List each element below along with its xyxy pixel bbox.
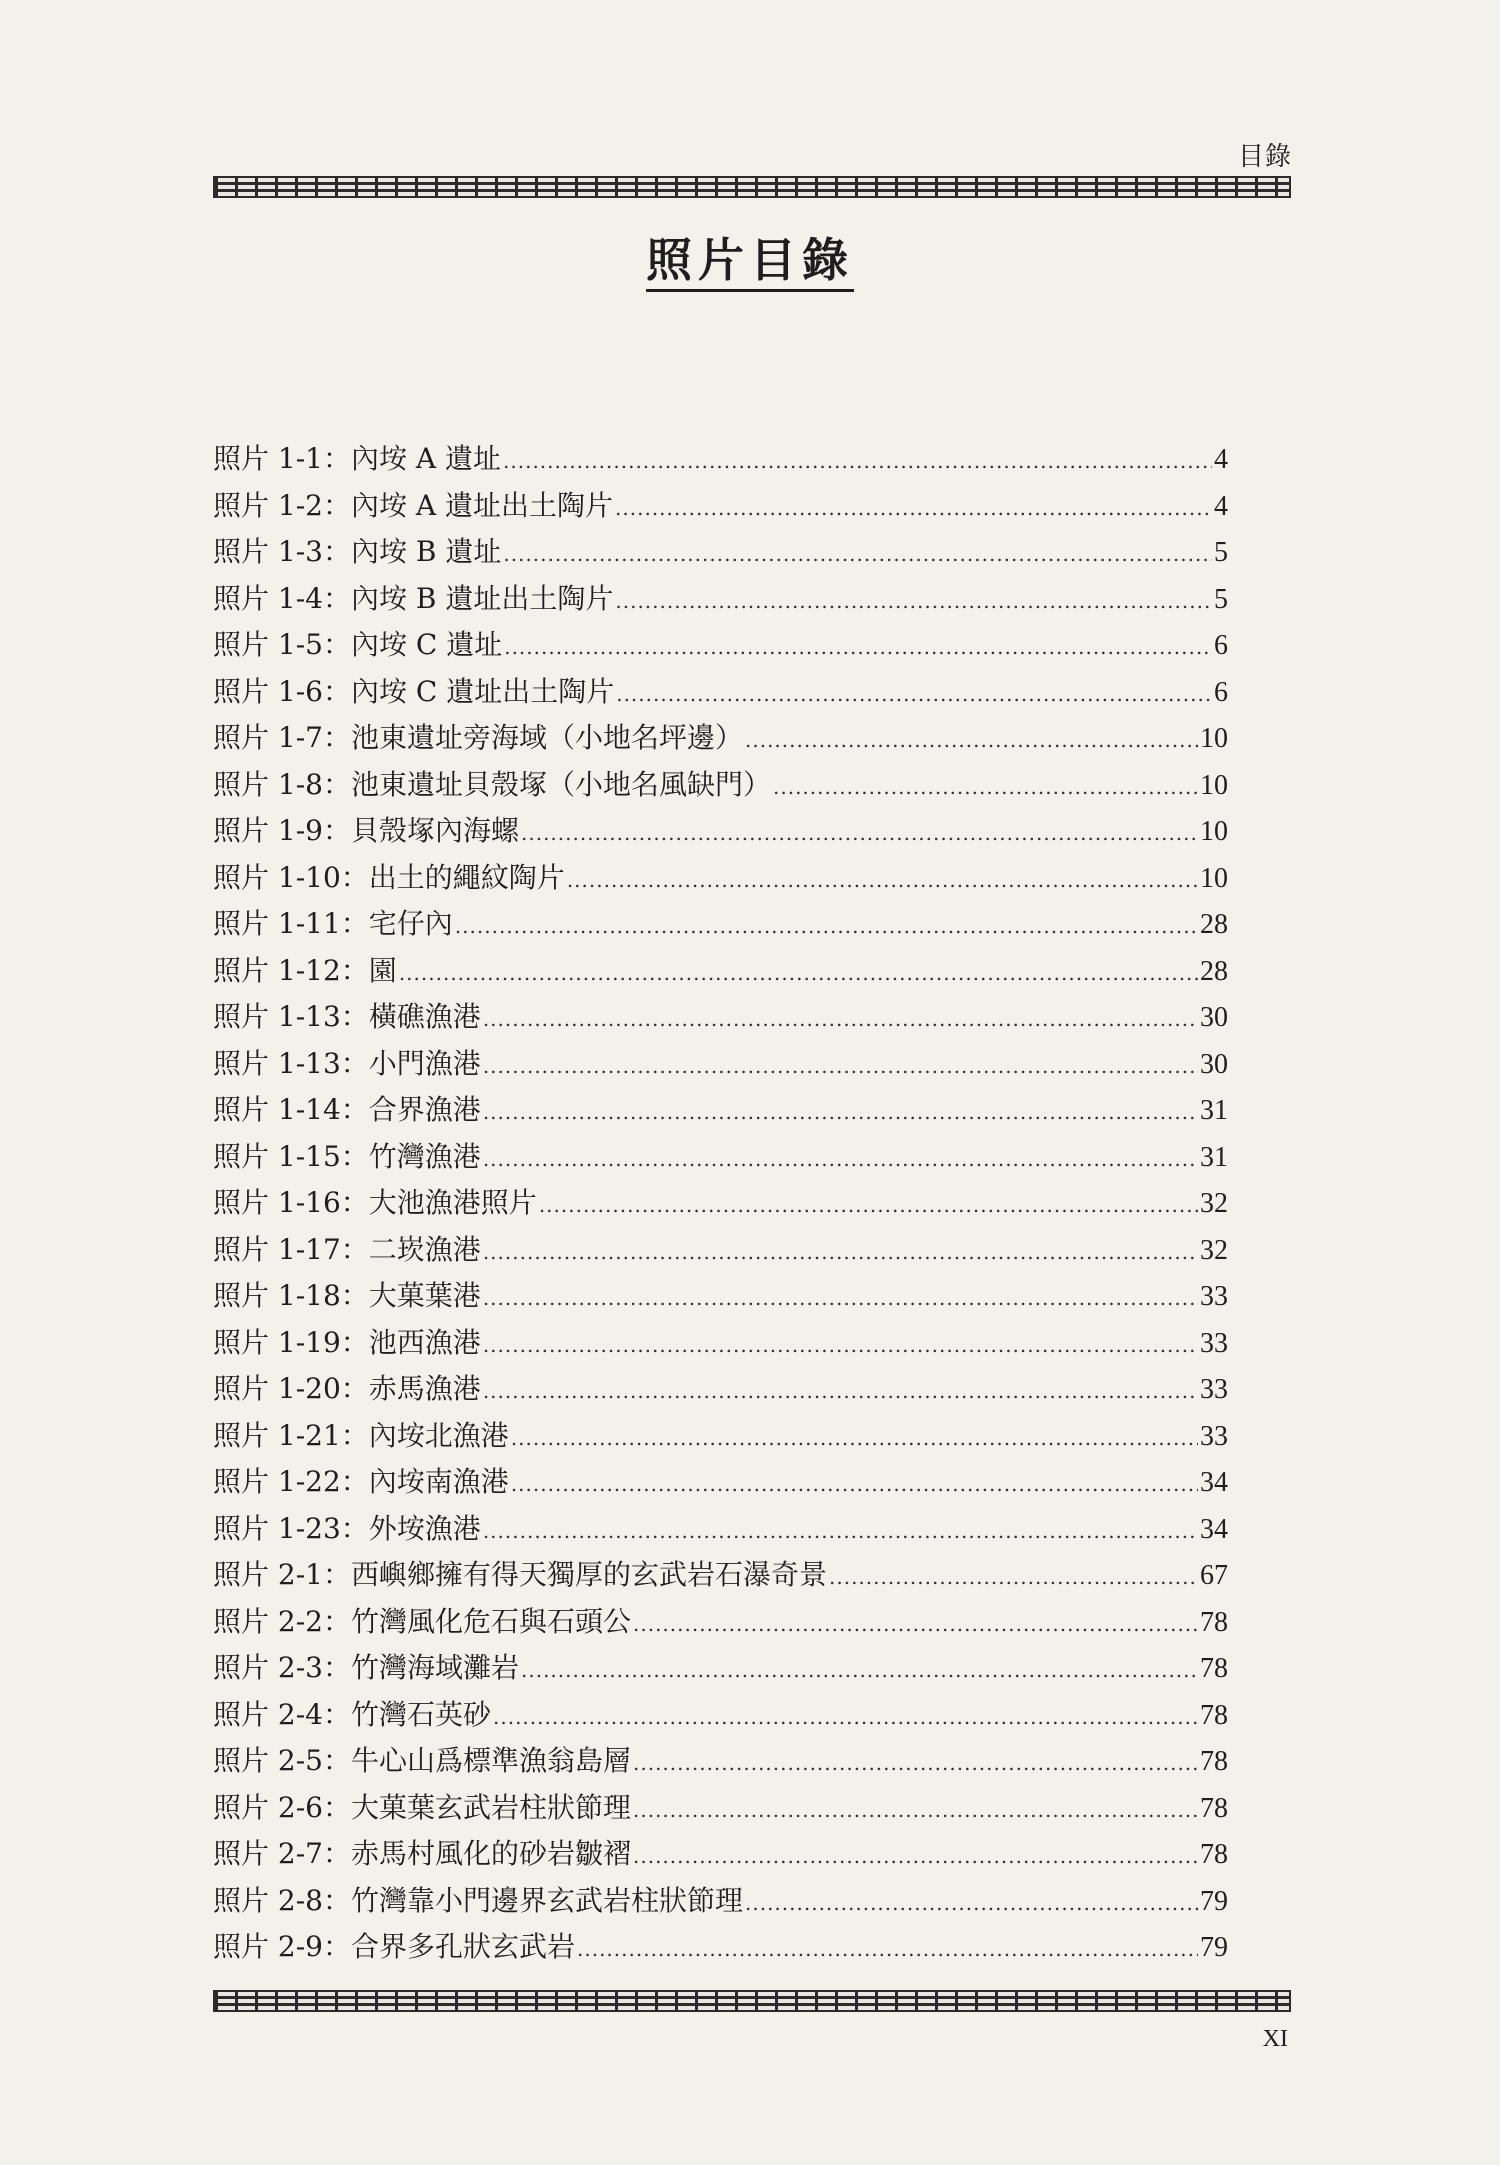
toc-entry[interactable] [213, 484, 1228, 531]
dot-leader [633, 1751, 1198, 1775]
toc-entry-page-number: 10 [1200, 816, 1228, 847]
toc-entry-page-number: 31 [1200, 1095, 1228, 1126]
toc-entry-label: 照片 1-22：內垵南漁港 [213, 1465, 509, 1498]
toc-entry[interactable] [213, 1507, 1228, 1554]
toc-entry[interactable] [213, 1786, 1228, 1833]
toc-entry-page-number: 79 [1200, 1885, 1228, 1917]
dot-leader [521, 1658, 1198, 1682]
toc-entry-page-number: 6 [1214, 676, 1228, 708]
toc-entry-label: 照片 1-23：外垵漁港 [213, 1511, 481, 1545]
toc-entry-label: 照片 2-7：赤馬村風化的砂岩皺褶 [213, 1837, 631, 1870]
dot-leader [567, 868, 1198, 892]
toc-entry[interactable] [213, 1274, 1228, 1321]
dot-leader [616, 682, 1212, 706]
toc-entry-label: 照片 1-14：合界漁港 [213, 1093, 481, 1126]
toc-entry-page-number: 33 [1200, 1281, 1228, 1312]
toc-entry[interactable] [213, 1739, 1228, 1786]
page-number: XI [1262, 2026, 1288, 2052]
dot-leader [829, 1565, 1198, 1589]
toc-entry[interactable] [213, 716, 1228, 763]
toc-entry[interactable] [213, 1367, 1228, 1414]
toc-entry-page-number: 33 [1200, 1374, 1228, 1405]
toc-entry[interactable] [213, 1181, 1228, 1228]
top-decorative-border [213, 176, 1291, 198]
toc-entry[interactable] [213, 623, 1228, 670]
dot-leader [483, 1379, 1198, 1403]
toc-entry-label: 照片 1-10：出土的繩紋陶片 [213, 860, 565, 894]
toc-entry-label: 照片 1-2：內垵 A 遺址出土陶片 [213, 488, 614, 522]
toc-entry[interactable] [213, 1135, 1228, 1182]
toc-entry[interactable] [213, 1646, 1228, 1693]
toc-entry[interactable] [213, 437, 1228, 484]
toc-entry-label: 照片 2-3：竹灣海域灘岩 [213, 1651, 519, 1684]
toc-entry-page-number: 6 [1214, 630, 1228, 661]
toc-entry-page-number: 78 [1200, 1792, 1228, 1824]
dot-leader [493, 1705, 1198, 1729]
dot-leader [483, 1054, 1198, 1078]
dot-leader [483, 1286, 1198, 1310]
toc-entry-label: 照片 1-3：內垵 B 遺址 [213, 535, 502, 568]
photo-index-list [213, 437, 1228, 1972]
toc-entry-label: 照片 1-21：內垵北漁港 [213, 1418, 509, 1452]
toc-entry-label: 照片 2-5：牛心山爲標準漁翁島層 [213, 1744, 631, 1777]
toc-entry-page-number: 5 [1214, 537, 1228, 568]
dot-leader [521, 821, 1198, 845]
toc-entry[interactable] [213, 1925, 1228, 1972]
toc-entry[interactable] [213, 1414, 1228, 1461]
toc-entry-page-number: 32 [1200, 1188, 1228, 1219]
toc-entry-label: 照片 1-9：貝殼塚內海螺 [213, 814, 519, 847]
dot-leader [483, 1100, 1198, 1124]
toc-entry[interactable] [213, 1460, 1228, 1507]
toc-entry-page-number: 78 [1200, 1699, 1228, 1731]
toc-entry-page-number: 67 [1200, 1560, 1228, 1591]
toc-entry-page-number: 5 [1214, 583, 1228, 615]
toc-entry-page-number: 30 [1200, 1002, 1228, 1033]
toc-entry-label: 照片 1-16：大池漁港照片 [213, 1186, 537, 1219]
dot-leader [633, 1612, 1198, 1636]
toc-entry-label: 照片 2-1：西嶼鄉擁有得天獨厚的玄武岩石瀑奇景 [213, 1558, 827, 1591]
dot-leader [455, 914, 1198, 938]
toc-entry[interactable] [213, 1693, 1228, 1740]
dot-leader [483, 1147, 1198, 1171]
toc-entry[interactable] [213, 577, 1228, 624]
toc-entry-page-number: 31 [1200, 1141, 1228, 1173]
dot-leader [633, 1798, 1198, 1822]
bottom-decorative-border [213, 1990, 1291, 2012]
toc-entry-page-number: 78 [1200, 1839, 1228, 1870]
toc-entry-label: 照片 2-6：大菓葉玄武岩柱狀節理 [213, 1790, 631, 1824]
toc-entry-label: 照片 1-20：赤馬漁港 [213, 1372, 481, 1405]
toc-entry-label: 照片 1-18：大菓葉港 [213, 1279, 481, 1312]
toc-entry-label: 照片 1-12：園 [213, 953, 397, 987]
dot-leader [633, 1844, 1198, 1868]
dot-leader [503, 542, 1212, 566]
toc-entry[interactable] [213, 856, 1228, 903]
toc-entry-label: 照片 2-8：竹灣靠小門邊界玄武岩柱狀節理 [213, 1883, 743, 1917]
toc-entry-page-number: 33 [1200, 1420, 1228, 1452]
toc-entry-label: 照片 1-13：小門漁港 [213, 1046, 481, 1080]
dot-leader [745, 728, 1198, 752]
toc-entry[interactable] [213, 1088, 1228, 1135]
toc-entry-label: 照片 2-9：合界多孔狀玄武岩 [213, 1930, 575, 1963]
toc-entry[interactable] [213, 530, 1228, 577]
toc-entry-page-number: 33 [1200, 1327, 1228, 1359]
toc-entry-page-number: 4 [1214, 444, 1228, 475]
toc-entry-page-number: 34 [1200, 1513, 1228, 1545]
toc-entry-label: 照片 1-17：二崁漁港 [213, 1232, 481, 1266]
toc-entry[interactable] [213, 763, 1228, 810]
toc-entry[interactable] [213, 902, 1228, 949]
dot-leader [511, 1426, 1198, 1450]
dot-leader [483, 1333, 1198, 1357]
toc-entry-page-number: 34 [1200, 1467, 1228, 1498]
toc-entry[interactable] [213, 809, 1228, 856]
toc-entry-label: 照片 1-1：內垵 A 遺址 [213, 442, 502, 475]
toc-entry[interactable] [213, 1321, 1228, 1368]
toc-entry-page-number: 28 [1200, 955, 1228, 987]
toc-entry-page-number: 10 [1200, 769, 1228, 801]
toc-entry[interactable] [213, 1832, 1228, 1879]
toc-entry-page-number: 4 [1214, 490, 1228, 522]
toc-entry-label: 照片 2-2：竹灣風化危石與石頭公 [213, 1604, 631, 1638]
toc-entry-label: 照片 1-11：宅仔內 [213, 907, 453, 940]
dot-leader [483, 1519, 1198, 1543]
toc-entry-label: 照片 1-6：內垵 C 遺址出土陶片 [213, 674, 615, 708]
toc-entry-label: 照片 1-4：內垵 B 遺址出土陶片 [213, 581, 614, 615]
toc-entry-label: 照片 1-13：橫礁漁港 [213, 1000, 481, 1033]
dot-leader [773, 775, 1198, 799]
toc-entry[interactable] [213, 1228, 1228, 1275]
dot-leader [483, 1007, 1198, 1031]
toc-entry-page-number: 10 [1200, 862, 1228, 894]
dot-leader [504, 635, 1212, 659]
dot-leader [745, 1891, 1198, 1915]
toc-entry-label: 照片 1-5：內垵 C 遺址 [213, 628, 503, 661]
toc-entry[interactable] [213, 995, 1228, 1042]
page-title [0, 224, 1500, 290]
dot-leader [577, 1937, 1198, 1961]
dot-leader [615, 496, 1212, 520]
toc-entry-page-number: 28 [1200, 909, 1228, 940]
toc-entry-label: 照片 1-19：池西漁港 [213, 1325, 481, 1359]
toc-entry-label: 照片 1-8：池東遺址貝殼塚（小地名風缺門） [213, 767, 771, 801]
toc-entry-page-number: 79 [1200, 1932, 1228, 1963]
toc-entry-page-number: 32 [1200, 1234, 1228, 1266]
toc-entry[interactable] [213, 1553, 1228, 1600]
dot-leader [511, 1472, 1198, 1496]
toc-entry-page-number: 30 [1200, 1048, 1228, 1080]
toc-entry-page-number: 10 [1200, 723, 1228, 754]
dot-leader [539, 1193, 1198, 1217]
toc-entry-page-number: 78 [1200, 1653, 1228, 1684]
page-title-text: 照片目錄 [646, 233, 854, 292]
toc-entry[interactable] [213, 1879, 1228, 1926]
dot-leader [483, 1240, 1198, 1264]
toc-entry-label: 照片 1-15：竹灣漁港 [213, 1139, 481, 1173]
toc-entry[interactable] [213, 949, 1228, 996]
toc-entry-label: 照片 2-4：竹灣石英砂 [213, 1697, 491, 1731]
dot-leader [399, 961, 1198, 985]
toc-entry[interactable] [213, 1042, 1228, 1089]
toc-entry-page-number: 78 [1200, 1746, 1228, 1777]
dot-leader [503, 449, 1212, 473]
toc-entry-page-number: 78 [1200, 1606, 1228, 1638]
toc-entry-label: 照片 1-7：池東遺址旁海域（小地名坪邊） [213, 721, 743, 754]
running-header: 目錄 [1237, 142, 1292, 172]
toc-entry[interactable] [213, 670, 1228, 717]
toc-entry[interactable] [213, 1600, 1228, 1647]
dot-leader [615, 589, 1212, 613]
